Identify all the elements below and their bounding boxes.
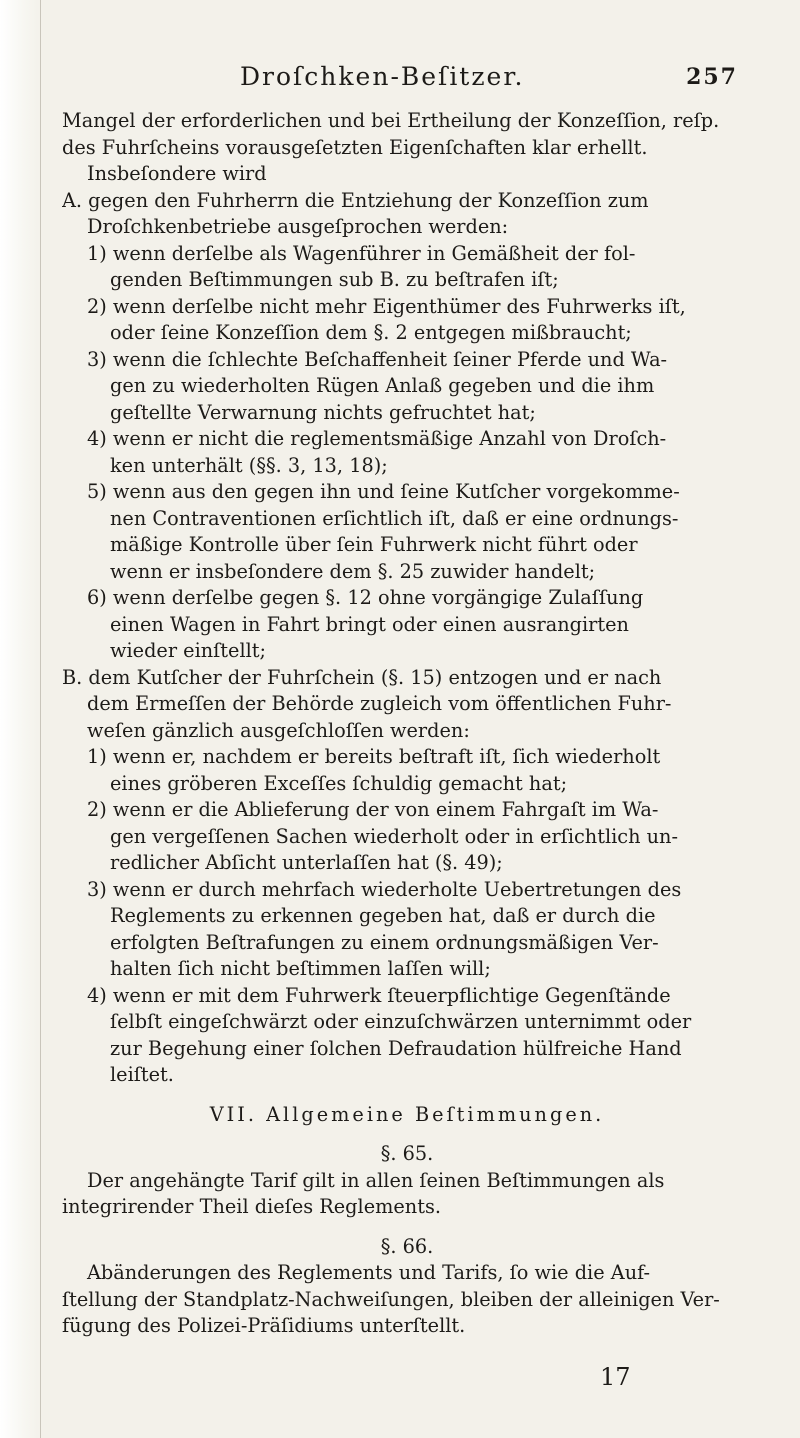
text-line: eines gröberen Exceſſes ſchuldig gemacht hat;	[110, 771, 568, 795]
paragraph-66-number: §. 66.	[380, 1234, 434, 1258]
text-line: ſelbſt eingeſchwärzt oder einzuſchwärzen unternimmt oder	[110, 1010, 692, 1033]
paragraph-66-line: ſtellung der Standplatz-Nachweiſungen, bleiben der alleinigen Ver-	[62, 1287, 720, 1311]
paragraph-66-line: Abänderungen des Reglements und Tarifs, ſo wie die Auf-	[87, 1261, 651, 1284]
text-line: 3) wenn er durch mehrfach wiederholte Uebertretungen des	[87, 877, 682, 901]
text-line: oder ſeine Konzeſſion dem §. 2 entgegen mißbraucht;	[110, 321, 632, 344]
text-line: mäßige Kontrolle über ſein Fuhrwerk nicht führt oder	[110, 533, 638, 556]
spacer	[62, 1089, 752, 1102]
text-line: wieder einſtellt;	[110, 639, 267, 662]
section-heading: VII. Allgemeine Beſtimmungen.	[209, 1102, 605, 1126]
article-lines	[62, 108, 752, 1089]
text-line: erfolgten Beſtrafungen zu einem ordnungsmäßigen Ver-	[110, 930, 659, 954]
page-binding-edge	[0, 0, 42, 1438]
running-title: Droſchken-Beſitzer.	[240, 62, 525, 91]
text-line: genden Beſtimmungen sub B. zu beſtrafen iſt;	[110, 268, 559, 291]
text-line: redlicher Abſicht unterlaſſen hat (§. 49);	[110, 851, 503, 874]
paragraph-65-line: integrirender Theil dieſes Reglements.	[62, 1195, 441, 1218]
text-line: Insbeſondere wird	[87, 162, 267, 185]
text-line: wenn er insbeſondere dem §. 25 zuwider handelt;	[110, 559, 596, 583]
text-line: Mangel der erforderlichen und bei Ertheilung der Konzeſſion, reſp.	[62, 109, 720, 132]
text-line: gen vergeſſenen Sachen wiederholt oder in erſichtlich un-	[110, 824, 678, 848]
text-line: 6) wenn derſelbe gegen §. 12 ohne vorgängige Zulaſſung	[87, 586, 644, 609]
text-line: 1) wenn er, nachdem er bereits beſtraft iſt, ſich wiederholt	[87, 745, 661, 768]
spacer	[62, 1128, 752, 1141]
text-line: 5) wenn aus den gegen ihn und ſeine Kutſcher vorgekomme-	[87, 480, 680, 503]
text-line: A. gegen den Fuhrherrn die Entziehung der Konzeſſion zum	[62, 188, 649, 212]
text-line: 2) wenn er die Ablieferung der von einem Fahrgaſt im Wa-	[87, 798, 659, 821]
text-line: des Fuhrſcheins vorausgeſetzten Eigenſchaften klar erhellt.	[62, 135, 648, 159]
text-line: leiſtet.	[110, 1063, 174, 1086]
text-line: B. dem Kutſcher der Fuhrſchein (§. 15) entzogen und er nach	[62, 665, 662, 689]
text-line: 2) wenn derſelbe nicht mehr Eigenthümer des Fuhrwerks iſt,	[87, 294, 686, 318]
text-line: dem Ermeſſen der Behörde zugleich vom öffentlichen Fuhr-	[87, 692, 672, 715]
text-line: Droſchkenbetriebe ausgeſprochen werden:	[87, 215, 509, 238]
text-line: 1) wenn derſelbe als Wagenführer in Gemäßheit der fol-	[87, 241, 636, 265]
text-line: Reglements zu erkennen gegeben hat, daß er durch die	[110, 904, 656, 927]
text-line: 3) wenn die ſchlechte Beſchaffenheit ſeiner Pferde und Wa-	[87, 347, 668, 371]
text-line: zur Begehung einer ſolchen Defraudation hülfreiche Hand	[110, 1036, 682, 1060]
text-line: geſtellte Verwarnung nichts gefruchtet hat;	[110, 400, 536, 424]
text-line: nen Contraventionen erſichtlich iſt, daß er eine ordnungs-	[110, 506, 679, 530]
gutter-rule	[40, 0, 41, 1438]
text-line: einen Wagen in Fahrt bringt oder einen ausrangirten	[110, 612, 629, 636]
text-line: weſen gänzlich ausgeſchloſſen werden:	[87, 718, 470, 742]
signature-mark: 17	[600, 1363, 631, 1391]
spacer	[62, 1221, 752, 1234]
paragraph-65-line: Der angehängte Tarif gilt in allen ſeinen Beſtimmungen als	[87, 1168, 665, 1192]
text-line: 4) wenn er nicht die reglementsmäßige Anzahl von Droſch-	[87, 427, 667, 450]
paragraph-66-line: fügung des Polizei-Präſidiums unterſtellt.	[62, 1314, 466, 1337]
text-line: gen zu wiederholten Rügen Anlaß gegeben und die ihm	[110, 374, 655, 397]
text-line: halten ſich nicht beſtimmen laſſen will;	[110, 957, 491, 980]
text-line: ken unterhält (§§. 3, 13, 18);	[110, 453, 388, 477]
paragraph-65-number: §. 65.	[380, 1142, 434, 1165]
page-number: 257	[686, 64, 738, 90]
page-header	[90, 62, 740, 102]
text-line: 4) wenn er mit dem Fuhrwerk ſteuerpflichtige Gegenſtände	[87, 983, 671, 1007]
body-text	[62, 108, 752, 1340]
